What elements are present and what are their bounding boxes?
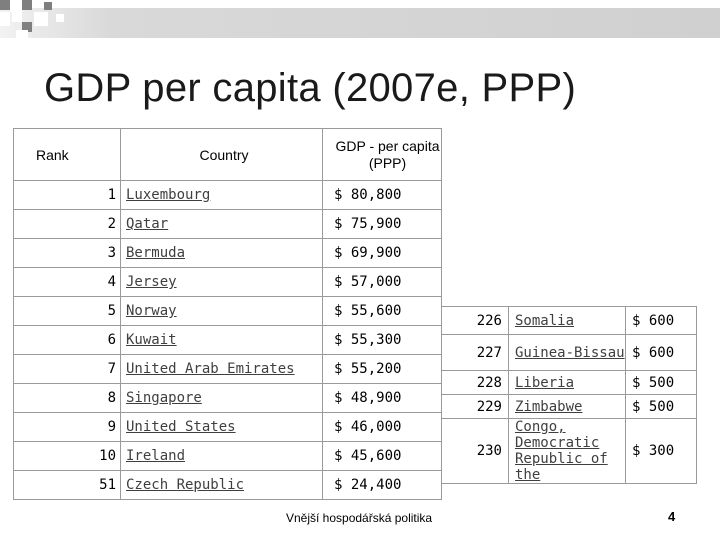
slide-title: GDP per capita (2007e, PPP) [44, 66, 577, 110]
page-number: 4 [668, 509, 676, 524]
gdp-header: GDP - per capita (PPP) [323, 129, 442, 181]
table-row [442, 371, 697, 395]
rank-cell: 7 [14, 355, 121, 384]
country-cell [121, 239, 323, 268]
country-cell [121, 413, 323, 442]
country-cell [509, 395, 626, 419]
gdp-cell: $ 55,200 [323, 355, 442, 384]
table-row [14, 384, 442, 413]
table-row [442, 395, 697, 419]
gdp-cell: $ 57,000 [323, 268, 442, 297]
country-link[interactable]: Luxembourg [126, 187, 211, 203]
country-link[interactable]: Zimbabwe [515, 398, 583, 415]
table-header-row [14, 129, 442, 181]
country-cell [121, 471, 323, 500]
table-row [14, 297, 442, 326]
header-band [0, 8, 720, 38]
table-row [442, 307, 697, 335]
gdp-cell: $ 80,800 [323, 181, 442, 210]
country-header: Country [121, 129, 323, 181]
table-row [14, 413, 442, 442]
gdp-bottom-table [441, 306, 697, 484]
rank-cell: 9 [14, 413, 121, 442]
rank-cell: 229 [442, 395, 509, 419]
table-row [14, 442, 442, 471]
rank-cell: 3 [14, 239, 121, 268]
rank-cell: 1 [14, 181, 121, 210]
table-row [14, 326, 442, 355]
rank-cell: 227 [442, 335, 509, 371]
gdp-cell: $ 46,000 [323, 413, 442, 442]
table-row [14, 268, 442, 297]
country-cell [121, 268, 323, 297]
table-row [14, 355, 442, 384]
country-cell [509, 335, 626, 371]
decor-square [0, 12, 10, 26]
decor-square [22, 0, 32, 10]
table-row [442, 335, 697, 371]
country-cell [509, 307, 626, 335]
gdp-cell: $ 69,900 [323, 239, 442, 268]
gdp-cell: $ 75,900 [323, 210, 442, 239]
country-link[interactable]: United Arab Emirates [126, 361, 295, 377]
gdp-cell: $ 600 [626, 307, 697, 335]
table-row [14, 210, 442, 239]
country-link[interactable]: Liberia [515, 374, 575, 391]
decor-square [56, 14, 64, 22]
country-link[interactable]: Congo, Democratic Republic of the [515, 419, 608, 483]
decor-square [12, 12, 22, 22]
country-cell [121, 384, 323, 413]
country-cell [121, 181, 323, 210]
country-link[interactable]: Czech Republic [126, 477, 245, 493]
country-link[interactable]: Somalia [515, 312, 575, 329]
country-cell [121, 297, 323, 326]
gdp-cell: $ 500 [626, 371, 697, 395]
gdp-cell: $ 600 [626, 335, 697, 371]
gdp-cell: $ 24,400 [323, 471, 442, 500]
gdp-cell: $ 48,900 [323, 384, 442, 413]
country-cell [121, 210, 323, 239]
rank-cell: 6 [14, 326, 121, 355]
decor-square [44, 2, 52, 10]
decor-square [16, 30, 28, 42]
country-cell [509, 419, 626, 484]
gdp-top-table [13, 128, 442, 500]
gdp-cell: $ 500 [626, 395, 697, 419]
rank-cell: 8 [14, 384, 121, 413]
country-cell [121, 355, 323, 384]
country-cell [509, 371, 626, 395]
country-link[interactable]: Ireland [126, 448, 186, 464]
slide-footer: Vnější hospodářská politika [286, 511, 433, 525]
rank-cell: 228 [442, 371, 509, 395]
table-row [14, 239, 442, 268]
country-link[interactable]: Bermuda [126, 245, 186, 261]
decor-square [34, 12, 48, 26]
rank-cell: 51 [14, 471, 121, 500]
decor-square [10, 0, 22, 12]
table-row [442, 419, 697, 484]
rank-cell: 226 [442, 307, 509, 335]
country-cell [121, 442, 323, 471]
country-link[interactable]: Kuwait [126, 332, 177, 348]
decor-square [0, 0, 10, 10]
country-cell [121, 326, 323, 355]
country-link[interactable]: Norway [126, 303, 177, 319]
gdp-cell: $ 45,600 [323, 442, 442, 471]
gdp-cell: $ 55,600 [323, 297, 442, 326]
rank-cell: 10 [14, 442, 121, 471]
gdp-cell: $ 300 [626, 419, 697, 484]
rank-cell: 4 [14, 268, 121, 297]
country-link[interactable]: Singapore [126, 390, 202, 406]
country-link[interactable]: Qatar [126, 216, 169, 232]
country-link[interactable]: United States [126, 419, 236, 435]
country-link[interactable]: Guinea-Bissau [515, 344, 625, 361]
rank-cell: 230 [442, 419, 509, 484]
table-row [14, 471, 442, 500]
table-row [14, 181, 442, 210]
rank-header: Rank [14, 129, 121, 181]
gdp-cell: $ 55,300 [323, 326, 442, 355]
country-link[interactable]: Jersey [126, 274, 177, 290]
rank-cell: 5 [14, 297, 121, 326]
rank-cell: 2 [14, 210, 121, 239]
